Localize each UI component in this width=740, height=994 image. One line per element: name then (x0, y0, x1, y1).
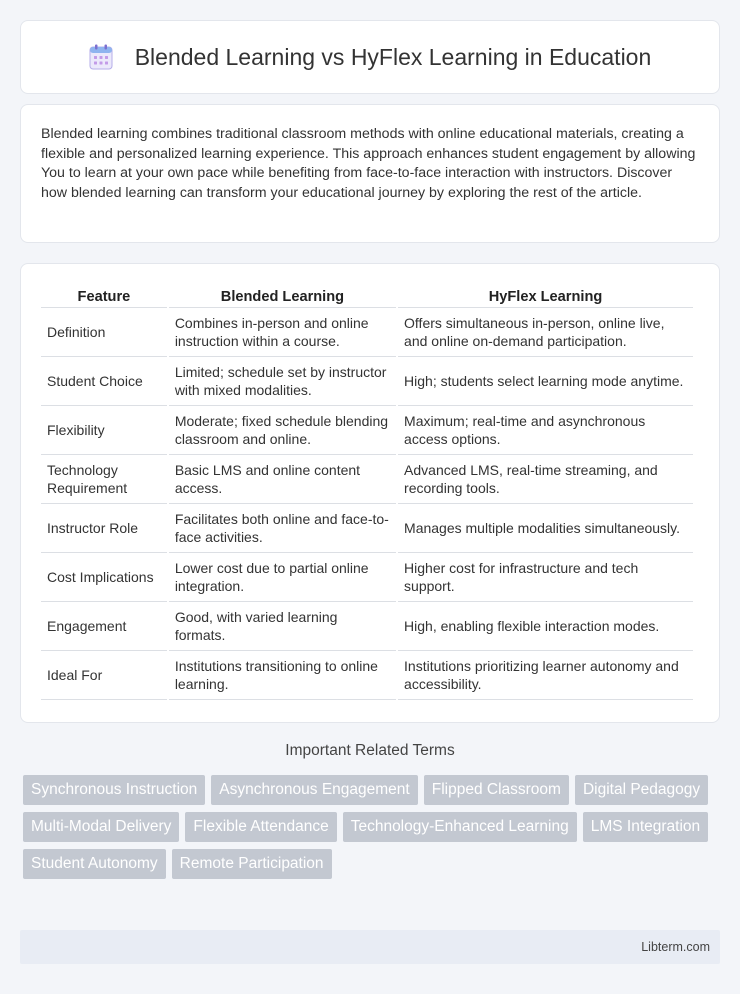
related-term-tag[interactable]: Digital Pedagogy (575, 775, 708, 805)
feature-cell: Cost Implications (41, 553, 167, 602)
blended-cell: Limited; schedule set by instructor with mixed modalities. (169, 357, 396, 406)
header-card (20, 20, 720, 94)
related-term-tag[interactable]: Flexible Attendance (185, 812, 336, 842)
related-terms-list (23, 775, 723, 879)
footer (20, 930, 720, 964)
table-row (41, 406, 693, 455)
hyflex-cell: Advanced LMS, real-time streaming, and recording tools. (398, 455, 693, 504)
table-row (41, 504, 693, 553)
feature-cell: Ideal For (41, 651, 167, 700)
hyflex-cell: High, enabling flexible interaction modes. (398, 602, 693, 651)
column-header-hyflex: HyFlex Learning (398, 282, 693, 308)
column-header-blended: Blended Learning (169, 282, 396, 308)
feature-cell: Definition (41, 308, 167, 357)
comparison-table-card (20, 263, 720, 723)
blended-cell: Combines in-person and online instruction within a course. (169, 308, 396, 357)
blended-cell: Facilitates both online and face-to-face activities. (169, 504, 396, 553)
related-term-tag[interactable]: LMS Integration (583, 812, 708, 842)
feature-cell: Flexibility (41, 406, 167, 455)
hyflex-cell: High; students select learning mode anytime. (398, 357, 693, 406)
related-term-tag[interactable]: Multi-Modal Delivery (23, 812, 179, 842)
table-row (41, 651, 693, 700)
hyflex-cell: Institutions prioritizing learner autonomy and accessibility. (398, 651, 693, 700)
table-row (41, 602, 693, 651)
related-term-tag[interactable]: Student Autonomy (23, 849, 166, 879)
calendar-icon (89, 44, 113, 70)
related-term-tag[interactable]: Synchronous Instruction (23, 775, 205, 805)
blended-cell: Institutions transitioning to online learning. (169, 651, 396, 700)
blended-cell: Lower cost due to partial online integration. (169, 553, 396, 602)
footer-site-link[interactable]: Libterm.com (641, 940, 710, 954)
related-term-tag[interactable]: Flipped Classroom (424, 775, 569, 805)
related-term-tag[interactable]: Technology-Enhanced Learning (343, 812, 577, 842)
blended-cell: Good, with varied learning formats. (169, 602, 396, 651)
intro-card (20, 104, 720, 243)
hyflex-cell: Offers simultaneous in-person, online live, and online on-demand participation. (398, 308, 693, 357)
table-row (41, 455, 693, 504)
related-term-tag[interactable]: Remote Participation (172, 849, 332, 879)
related-term-tag[interactable]: Asynchronous Engagement (211, 775, 417, 805)
intro-paragraph: Blended learning combines traditional classroom methods with online educational materials, creating a flexible and personalized learning experience. This approach enhances student engagement by allowing You to learn at your own pace while benefiting from face-to-face interaction with instructors. Discover how blended learning can transform your educational journey by exploring the rest of the article. (41, 126, 696, 201)
hyflex-cell: Maximum; real-time and asynchronous access options. (398, 406, 693, 455)
hyflex-cell: Higher cost for infrastructure and tech support. (398, 553, 693, 602)
feature-cell: Instructor Role (41, 504, 167, 553)
table-row (41, 308, 693, 357)
feature-cell: Technology Requirement (41, 455, 167, 504)
blended-cell: Moderate; fixed schedule blending classroom and online. (169, 406, 396, 455)
related-terms-heading: Important Related Terms (285, 742, 455, 759)
blended-cell: Basic LMS and online content access. (169, 455, 396, 504)
page-title: Blended Learning vs HyFlex Learning in Education (134, 43, 652, 70)
table-row (41, 357, 693, 406)
table-header-row (41, 282, 693, 308)
table-row (41, 553, 693, 602)
hyflex-cell: Manages multiple modalities simultaneously. (398, 504, 693, 553)
feature-cell: Engagement (41, 602, 167, 651)
feature-cell: Student Choice (41, 357, 167, 406)
comparison-table (39, 282, 695, 700)
column-header-feature: Feature (41, 282, 167, 308)
